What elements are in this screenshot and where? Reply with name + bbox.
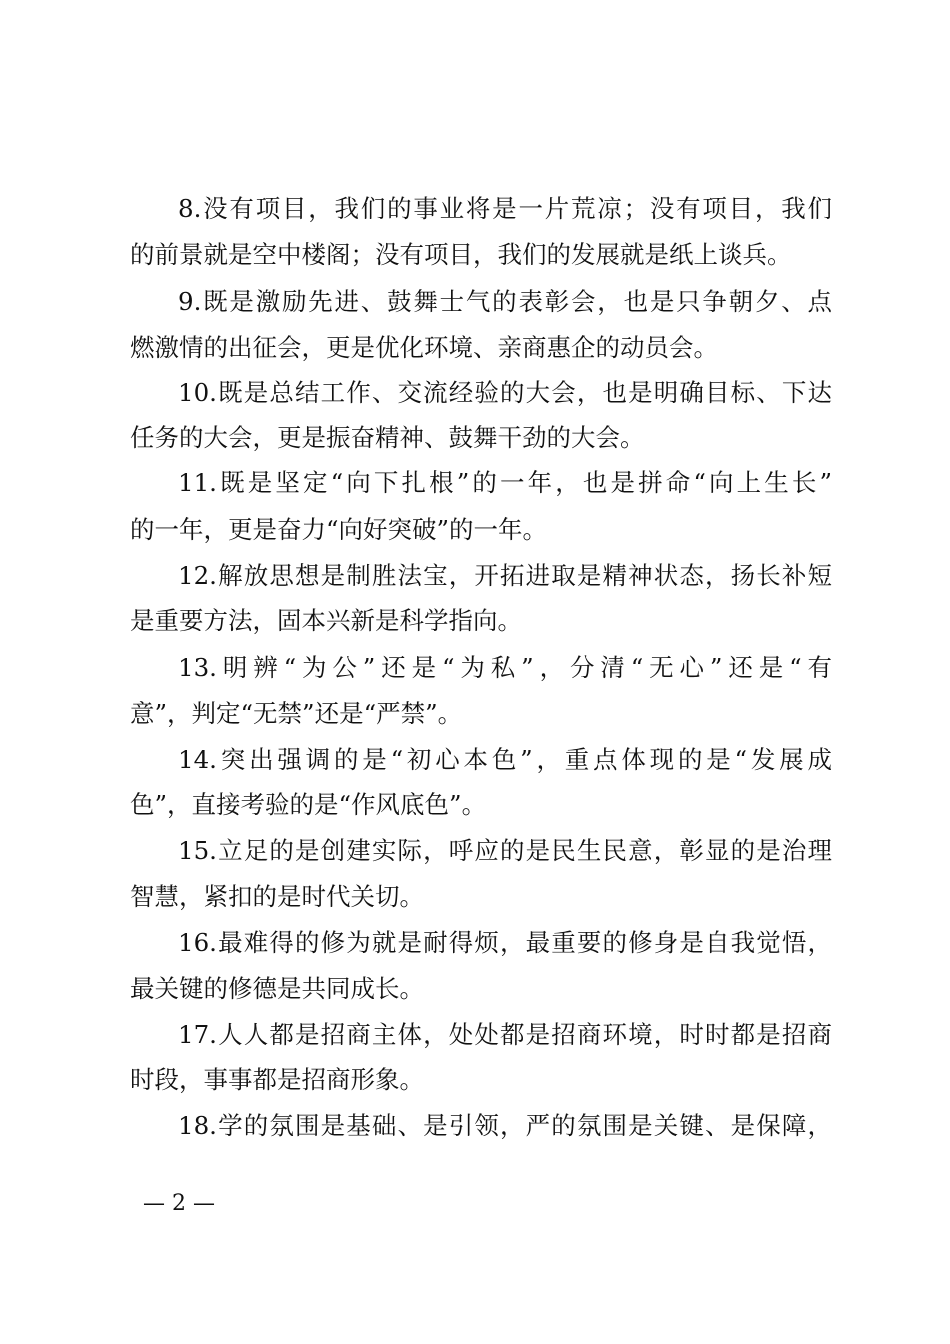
paragraph-10-line-1: 10.既是总结工作、交流经验的大会，也是明确目标、下达 bbox=[178, 378, 832, 407]
paragraph-12-line-1: 12.解放思想是制胜法宝，开拓进取是精神状态，扬长补短 bbox=[178, 561, 832, 590]
paragraph-15-line-1: 15.立足的是创建实际，呼应的是民生民意，彰显的是治理 bbox=[178, 836, 832, 865]
paragraph-11-line-1: 11.既是坚定“向下扎根”的一年，也是拼命“向上生长” bbox=[178, 468, 832, 497]
paragraph-13-line-2: 意”，判定“无禁”还是“严禁”。 bbox=[130, 699, 463, 728]
paragraph-16-line-1: 16.最难得的修为就是耐得烦，最重要的修身是自我觉悟， bbox=[178, 928, 832, 957]
paragraph-8-line-2: 的前景就是空中楼阁；没有项目，我们的发展就是纸上谈兵。 bbox=[130, 240, 792, 269]
paragraph-18-line-1: 18.学的氛围是基础、是引领，严的氛围是关键、是保障， bbox=[178, 1111, 832, 1140]
paragraph-8-line-1: 8.没有项目，我们的事业将是一片荒凉；没有项目，我们 bbox=[178, 194, 832, 223]
paragraph-9-line-2: 燃激情的出征会，更是优化环境、亲商惠企的动员会。 bbox=[130, 333, 718, 362]
page-number: — 2 — bbox=[143, 1191, 215, 1216]
paragraph-17-line-1: 17.人人都是招商主体，处处都是招商环境，时时都是招商 bbox=[178, 1020, 832, 1049]
paragraph-13-line-1: 13.明辨“为公”还是“为私”，分清“无心”还是“有 bbox=[178, 653, 832, 682]
paragraph-14-line-2: 色”，直接考验的是“作风底色”。 bbox=[130, 790, 487, 819]
paragraph-11-line-2: 的一年，更是奋力“向好突破”的一年。 bbox=[130, 515, 548, 544]
paragraph-12-line-2: 是重要方法，固本兴新是科学指向。 bbox=[130, 606, 522, 635]
paragraph-14-line-1: 14.突出强调的是“初心本色”，重点体现的是“发展成 bbox=[178, 745, 832, 774]
paragraph-10-line-2: 任务的大会，更是振奋精神、鼓舞干劲的大会。 bbox=[130, 423, 645, 452]
paragraph-17-line-2: 时段，事事都是招商形象。 bbox=[130, 1065, 424, 1094]
paragraph-9-line-1: 9.既是激励先进、鼓舞士气的表彰会，也是只争朝夕、点 bbox=[178, 287, 832, 316]
paragraph-15-line-2: 智慧，紧扣的是时代关切。 bbox=[130, 882, 424, 911]
paragraph-16-line-2: 最关键的修德是共同成长。 bbox=[130, 974, 424, 1003]
